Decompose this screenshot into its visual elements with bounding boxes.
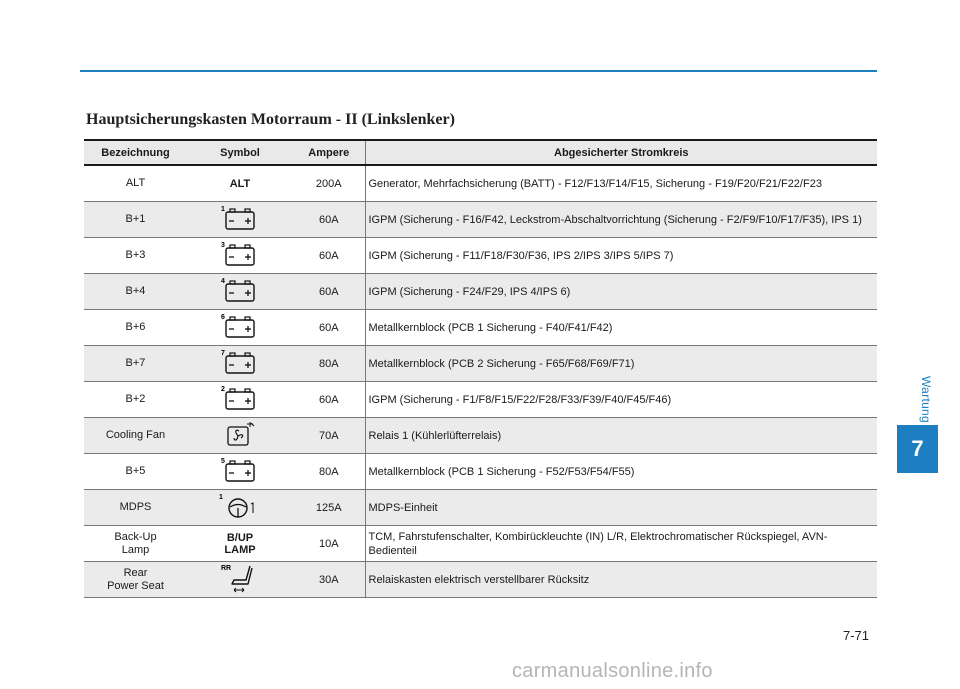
fuse-circuit: Metallkernblock (PCB 2 Sicherung - F65/F68/F69/F71) bbox=[365, 346, 877, 382]
fuse-name: ALT bbox=[84, 165, 187, 202]
column-header-circuit: Abgesicherter Stromkreis bbox=[365, 140, 877, 165]
fuse-circuit: IGPM (Sicherung - F1/F8/F15/F22/F28/F33/F39/F40/F45/F46) bbox=[365, 382, 877, 418]
fuse-name: B+1 bbox=[84, 202, 187, 238]
fuse-number-label: 7 bbox=[221, 350, 225, 357]
fuse-symbol bbox=[187, 202, 293, 238]
fuse-ampere: 60A bbox=[293, 238, 365, 274]
fuse-circuit: IGPM (Sicherung - F16/F42, Leckstrom-Abschaltvorrichtung (Sicherung - F2/F9/F10/F17/F35), IPS 1) bbox=[365, 202, 877, 238]
fuse-ampere: 60A bbox=[293, 310, 365, 346]
fuse-symbol bbox=[187, 526, 293, 562]
table-row bbox=[84, 310, 877, 346]
fuse-number-label: 3 bbox=[221, 242, 225, 249]
table-row bbox=[84, 454, 877, 490]
battery-icon bbox=[220, 239, 260, 269]
table-row bbox=[84, 526, 877, 562]
fuse-circuit: MDPS-Einheit bbox=[365, 490, 877, 526]
fuse-name: B+6 bbox=[84, 310, 187, 346]
table-row bbox=[84, 562, 877, 598]
fuse-number-label: 5 bbox=[221, 458, 225, 465]
fuse-name: Rear Power Seat bbox=[84, 562, 187, 598]
battery-icon bbox=[220, 275, 260, 305]
fuse-symbol bbox=[187, 562, 293, 598]
table-row bbox=[84, 274, 877, 310]
fuse-ampere: 200A bbox=[293, 165, 365, 202]
fuse-ampere: 70A bbox=[293, 418, 365, 454]
table-row bbox=[84, 165, 877, 202]
battery-icon bbox=[220, 383, 260, 413]
fuse-ampere: 60A bbox=[293, 382, 365, 418]
fuse-circuit: Relais 1 (Kühlerlüfterrelais) bbox=[365, 418, 877, 454]
fuse-circuit: Generator, Mehrfachsicherung (BATT) - F12/F13/F14/F15, Sicherung - F19/F20/F21/F22/F23 bbox=[365, 165, 877, 202]
table-row bbox=[84, 418, 877, 454]
battery-icon bbox=[220, 347, 260, 377]
fuse-name: Back-Up Lamp bbox=[84, 526, 187, 562]
fuse-symbol bbox=[187, 274, 293, 310]
fuse-symbol bbox=[187, 382, 293, 418]
fuse-ampere: 125A bbox=[293, 490, 365, 526]
column-header-symbol: Symbol bbox=[187, 140, 293, 165]
fuse-symbol bbox=[187, 490, 293, 526]
fuse-number-label: RR bbox=[221, 565, 232, 572]
table-row bbox=[84, 202, 877, 238]
fuse-name: B+2 bbox=[84, 382, 187, 418]
fuse-name: B+4 bbox=[84, 274, 187, 310]
battery-icon bbox=[220, 203, 260, 233]
chapter-badge: 7 bbox=[897, 425, 938, 473]
table-row bbox=[84, 490, 877, 526]
table-header-row bbox=[84, 140, 877, 165]
fuse-ampere: 60A bbox=[293, 274, 365, 310]
fuse-number-label: 4 bbox=[221, 278, 225, 285]
fuse-symbol bbox=[187, 418, 293, 454]
fuse-name: B+7 bbox=[84, 346, 187, 382]
fuse-symbol bbox=[187, 346, 293, 382]
fuse-circuit: Metallkernblock (PCB 1 Sicherung - F52/F53/F54/F55) bbox=[365, 454, 877, 490]
table-body bbox=[84, 165, 877, 598]
fuse-symbol bbox=[187, 454, 293, 490]
cooling-fan-icon bbox=[220, 419, 260, 449]
fuse-ampere: 60A bbox=[293, 202, 365, 238]
fuse-name: B+5 bbox=[84, 454, 187, 490]
fuse-circuit: IGPM (Sicherung - F24/F29, IPS 4/IPS 6) bbox=[365, 274, 877, 310]
table-row bbox=[84, 382, 877, 418]
fuse-name: B+3 bbox=[84, 238, 187, 274]
fuse-ampere: 10A bbox=[293, 526, 365, 562]
fuse-number-label: 6 bbox=[221, 314, 225, 321]
power-seat-icon bbox=[220, 562, 260, 594]
fuse-ampere: 80A bbox=[293, 454, 365, 490]
watermark: carmanualsonline.info bbox=[512, 660, 713, 682]
fuse-symbol bbox=[187, 310, 293, 346]
symbol-label: ALT bbox=[229, 177, 251, 190]
fuse-symbol bbox=[187, 165, 293, 202]
fuse-circuit: Metallkernblock (PCB 1 Sicherung - F40/F41/F42) bbox=[365, 310, 877, 346]
table-row bbox=[84, 346, 877, 382]
fuse-name: Cooling Fan bbox=[84, 418, 187, 454]
fuse-number-label: 1 bbox=[219, 494, 223, 501]
fuse-table bbox=[84, 139, 877, 598]
fuse-circuit: TCM, Fahrstufenschalter, Kombirückleuchte (IN) L/R, Elektrochromatischer Rückspiegel, AVN-Bedienteil bbox=[365, 526, 877, 562]
fuse-circuit: IGPM (Sicherung - F11/F18/F30/F36, IPS 2/IPS 3/IPS 5/IPS 7) bbox=[365, 238, 877, 274]
fuse-number-label: 2 bbox=[221, 386, 225, 393]
table-row bbox=[84, 238, 877, 274]
column-header-ampere: Ampere bbox=[293, 140, 365, 165]
column-header-name: Bezeichnung bbox=[84, 140, 187, 165]
page-number: 7-71 bbox=[843, 628, 870, 643]
page-title: Hauptsicherungskasten Motorraum - II (Linkslenker) bbox=[86, 111, 455, 128]
battery-icon bbox=[220, 311, 260, 341]
fuse-number-label: 1 bbox=[221, 206, 225, 213]
fuse-name: MDPS bbox=[84, 490, 187, 526]
symbol-label: B/UP LAMP bbox=[224, 531, 256, 556]
fuse-circuit: Relaiskasten elektrisch verstellbarer Rücksitz bbox=[365, 562, 877, 598]
fuse-symbol bbox=[187, 238, 293, 274]
fuse-ampere: 30A bbox=[293, 562, 365, 598]
battery-icon bbox=[220, 455, 260, 485]
steering-wheel-icon bbox=[218, 491, 262, 521]
fuse-ampere: 80A bbox=[293, 346, 365, 382]
top-divider bbox=[80, 70, 877, 72]
section-label: Wartung bbox=[919, 376, 933, 424]
